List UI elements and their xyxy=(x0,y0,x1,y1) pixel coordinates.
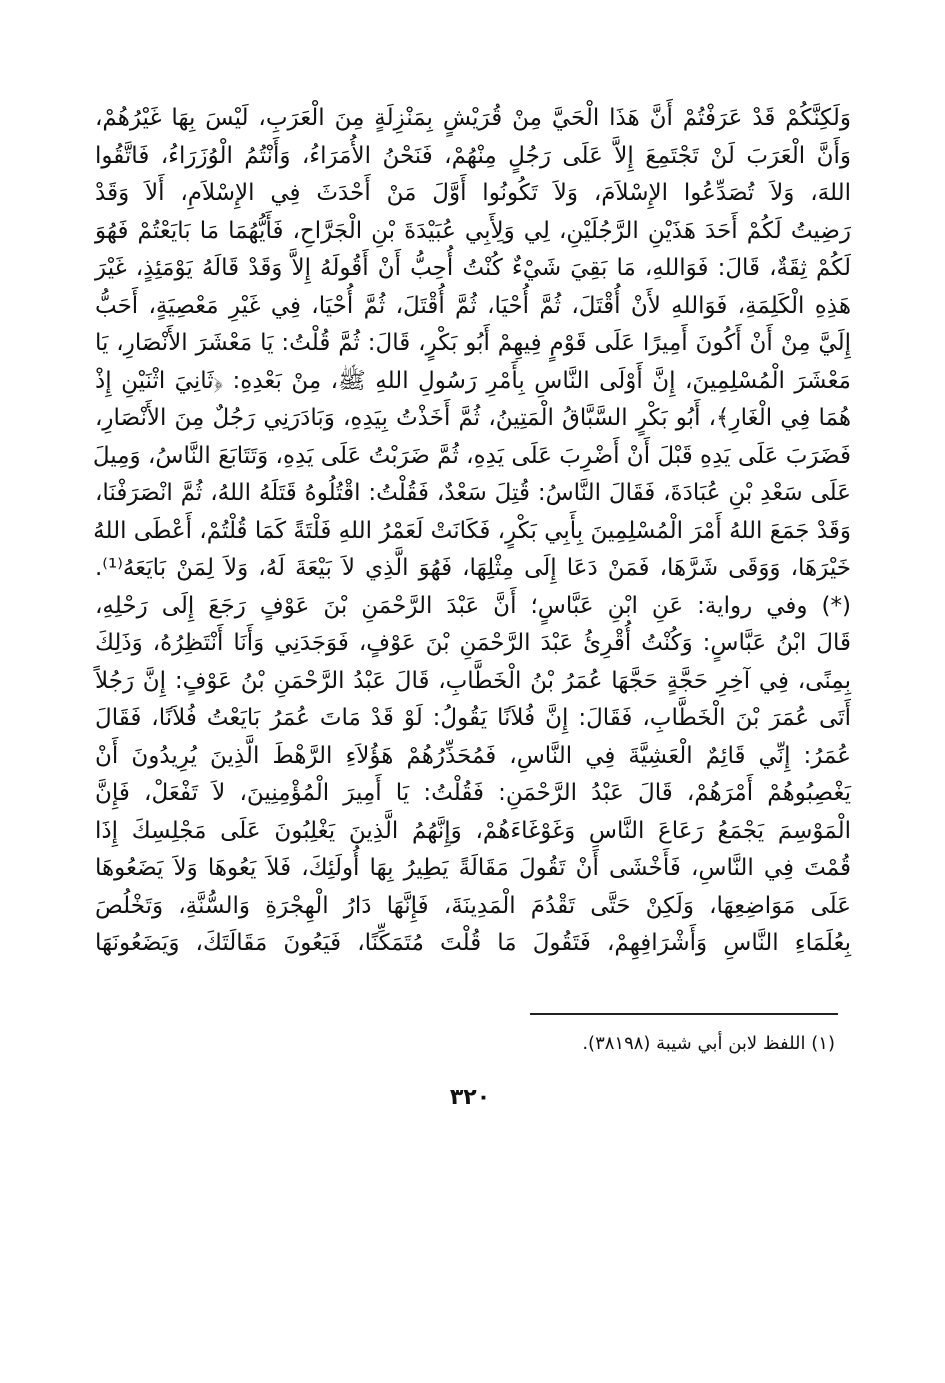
text-line: بِعُلَمَاءِ النَّاسِ وَأَشْرَافِهِمْ، فَتَقُولَ مَا قُلْتَ مُتَمَكِّنًا، فَيَعُونَ مَقَالَتَكَ، وَيَضَعُونَهَا xyxy=(95,930,851,956)
text-line: أَتَى عُمَرَ بْنَ الْخَطَّابِ، فَقَالَ: إِنَّ فُلاَنًا يَقُولُ: لَوْ قَدْ مَاتَ عُمَرُ بَايَعْتُ فُلاَنًا، فَقَالَ xyxy=(95,705,851,731)
text-line: هُمَا فِي الْغَارِ﴾، أَبُو بَكْرٍ السَّبَّاقُ الْمَتِينُ، ثُمَّ أَخَذْتُ بِيَدِهِ، وَبَادَرَنِي رَجُلٌ مِنَ الأَنْصَارِ، xyxy=(95,405,851,431)
footnote-divider xyxy=(530,1013,838,1015)
text-line: إِلَيَّ مِنْ أَنْ أَكُونَ أَمِيرًا عَلَى قَوْمٍ فِيهِمْ أَبُو بَكْرٍ، قَالَ: ثُمَّ قُلْتُ: يَا مَعْشَرَ الأَنْصَارِ، يَا xyxy=(95,330,851,356)
text-line: رَضِيتُ لَكُمْ أَحَدَ هَذَيْنِ الرَّجُلَيْنِ، لِي وَلِأَبِي عُبَيْدَةَ بْنِ الْجَرَّاحِ، فَأَيُّهُمَا مَا بَايَعْتُمْ فَهُوَ xyxy=(95,217,851,244)
text-line: اللهَ، وَلاَ تُصَدِّعُوا الإِسْلاَمَ، وَلاَ تَكُونُوا أَوَّلَ مَنْ أَحْدَثَ فِي الإِسْلاَمِ، أَلاَ وَقَدْ xyxy=(95,180,851,206)
text-line: قُمْتَ فِي النَّاسِ، فَأَخْشَى أَنْ تَقُولَ مَقَالَةً يَطِيرُ بِهَا أُولَئِكَ، فَلاَ يَعُوهَا وَلاَ يَضَعُوهَا xyxy=(95,855,851,881)
text-line: عُمَرُ: إِنِّي قَائِمٌ الْعَشِيَّةَ فِي النَّاسِ، فَمُحَذِّرُهُمْ هَؤُلاَءِ الرَّهْطَ الَّذِينَ يُرِيدُونَ أَنْ xyxy=(95,742,851,769)
text-line: يَغْصِبُوهُمْ أَمْرَهُمْ، قَالَ عَبْدُ الرَّحْمَنِ: فَقُلْتُ: يَا أَمِيرَ الْمُؤْمِنِينَ، لاَ تَفْعَلْ، فَإِنَّ xyxy=(95,780,851,806)
text-line: قَالَ ابْنُ عَبَّاسٍ: وَكُنْتُ أُقْرِئُ عَبْدَ الرَّحْمَنِ بْنَ عَوْفٍ، فَوَجَدَنِي وَأَنَا أَنْتَظِرُهُ، وَذَلِكَ xyxy=(95,630,851,656)
page-number: ٣٢٠ xyxy=(449,1085,491,1110)
text-line: هَذِهِ الْكَلِمَةِ، فَوَاللهِ لأَنْ أُقْتَلَ، ثُمَّ أُحْيَا، ثُمَّ أُقْتَلَ، ثُمَّ أُحْيَا، فِي غَيْرِ مَعْصِيَةٍ، أَحَبُّ xyxy=(95,292,851,319)
text-line: لَكُمْ ثِقَةٌ، قَالَ: فَوَاللهِ، مَا بَقِيَ شَيْءٌ كُنْتُ أُحِبُّ أَنْ أَقُولَهُ إِلاَّ وَقَدْ قَالَهُ يَوْمَئِذٍ، غَيْرَ xyxy=(95,255,851,281)
text-line: وَلَكِنَّكُمْ قَدْ عَرَفْتُمْ أَنَّ هَذَا الْحَيَّ مِنْ قُرَيْشٍ بِمَنْزِلَةٍ مِنَ الْعَرَبِ، لَيْسَ بِهَا غَيْرُهُمْ، xyxy=(95,105,851,131)
text-line: (*) وفي رواية: عَنِ ابْنِ عَبَّاسٍ؛ أَنَّ عَبْدَ الرَّحْمَنِ بْنَ عَوْفٍ رَجَعَ إِلَى رَحْلِهِ، xyxy=(95,592,851,619)
text-line: الْمَوْسِمَ يَجْمَعُ رَعَاعَ النَّاسِ وَغَوْغَاءَهُمْ، وَإِنَّهُمُ الَّذِينَ يَغْلِبُونَ عَلَى مَجْلِسِكَ إِذَا xyxy=(95,817,851,844)
text-line: خَيْرَهَا، وَوَقَى شَرَّهَا، فَمَنْ دَعَا إِلَى مِثْلِهَا، فَهُوَ الَّذِي لاَ بَيْعَةَ لَهُ، وَلاَ لِمَنْ بَايَعَهُ⁽¹⁾. xyxy=(95,555,851,581)
text-line: فَضَرَبَ عَلَى يَدِهِ قَبْلَ أَنْ أَضْرِبَ عَلَى يَدِهِ، ثُمَّ ضَرَبْتُ عَلَى يَدِهِ، وَتَتَابَعَ النَّاسُ، وَمِيلَ xyxy=(92,442,851,469)
text-line: مَعْشَرَ الْمُسْلِمِينَ، إِنَّ أَوْلَى النَّاسِ بِأَمْرِ رَسُولِ اللهِ ﷺ، مِنْ بَعْدِهِ: ﴿ثَانِيَ اثْنَيْنِ إِذْ xyxy=(95,367,851,394)
text-line: عَلَى سَعْدِ بْنِ عُبَادَةَ، فَقَالَ النَّاسُ: قُتِلَ سَعْدٌ، فَقُلْتُ: اقْتُلُوهُ قَتَلَهُ اللهُ، ثُمَّ انْصَرَفْنَا، xyxy=(95,480,851,506)
text-line: وَأَنَّ الْعَرَبَ لَنْ تَجْتَمِعَ إِلاَّ عَلَى رَجُلٍ مِنْهُمْ، فَنَحْنُ الأُمَرَاءُ، وَأَنْتُمُ الْوُزَرَاءُ، فَاتَّقُوا xyxy=(95,142,851,169)
text-line: عَلَى مَوَاضِعِهَا، وَلَكِنْ حَتَّى تَقْدُمَ الْمَدِينَةَ، فَإِنَّهَا دَارُ الْهِجْرَةِ وَالسُّنَّةِ، وَتَخْلُصَ xyxy=(95,892,851,919)
text-line: وَقَدْ جَمَعَ اللهُ أَمْرَ الْمُسْلِمِينَ بِأَبِي بَكْرٍ، فَكَانَتْ لَعَمْرُ اللهِ فَلْتَةً كَمَا قُلْتُمْ، أَعْطَى اللهُ xyxy=(93,517,851,544)
text-line: بِمِنًى، فِي آخِرِ حَجَّةٍ حَجَّهَا عُمَرُ بْنُ الْخَطَّابِ، قَالَ عَبْدُ الرَّحْمَنِ بْنُ عَوْفٍ: إِنَّ رَجُلاً xyxy=(95,667,851,694)
footnote: (١) اللفظ لابن أبي شيبة (٣٨١٩٨). xyxy=(582,1033,835,1054)
